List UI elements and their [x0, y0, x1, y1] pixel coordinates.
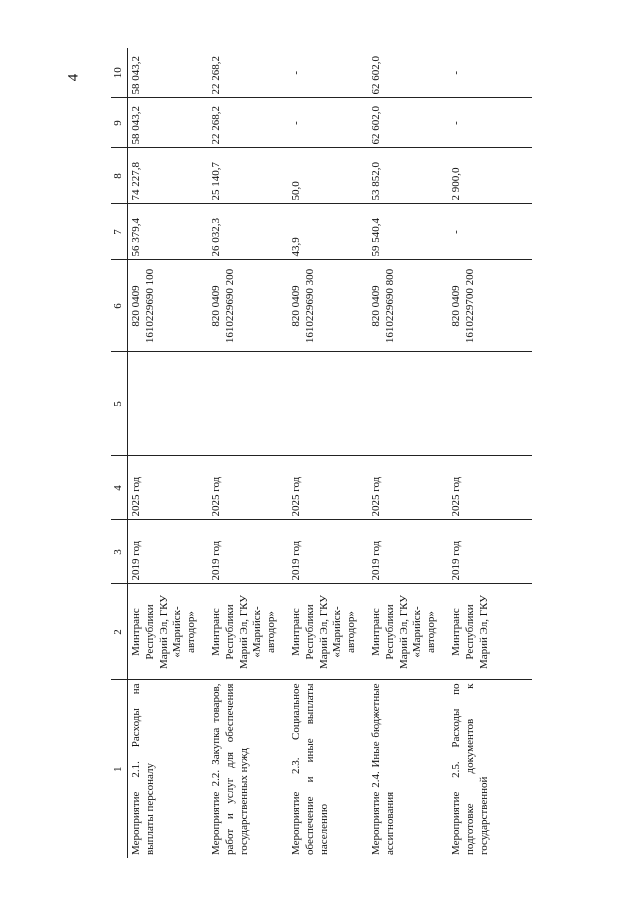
cell-value-7: 43,9	[288, 204, 368, 260]
cell-end-year: 2025 год	[368, 456, 448, 520]
cell-activity: Мероприятие 2.2. Закупка товаров, работ и услуг для обеспечения государственных нужд	[210, 683, 250, 855]
table-row	[208, 48, 288, 858]
cell-start-year: 2019 год	[448, 520, 532, 584]
cell-col5	[128, 352, 209, 456]
header-col-2: 2	[111, 584, 128, 680]
cell-value-7: -	[448, 204, 532, 260]
cell-value-10: 58 043,2	[128, 48, 209, 98]
table-row	[448, 48, 532, 858]
header-col-3: 3	[111, 520, 128, 584]
cell-start-year: 2019 год	[288, 520, 368, 584]
cell-value-8: 53 852,0	[368, 148, 448, 204]
cell-start-year: 2019 год	[368, 520, 448, 584]
cell-value-9: 62 602,0	[368, 98, 448, 148]
cell-executor: Минтранс Республики Марий Эл, ГКУ	[448, 584, 532, 680]
cell-value-8: 74 227,8	[128, 148, 209, 204]
cell-executor: Минтранс Республики Марий Эл, ГКУ «Марийск-автодор»	[128, 584, 209, 680]
table-row	[128, 48, 209, 858]
header-col-10: 10	[111, 48, 128, 98]
cell-executor: Минтранс Республики Марий Эл, ГКУ «Марийск-автодор»	[368, 584, 448, 680]
cell-end-year: 2025 год	[448, 456, 532, 520]
cell-col5	[208, 352, 288, 456]
cell-activity: Мероприятие 2.3. Социальное обеспечение и иные выплаты населению	[290, 683, 330, 855]
header-col-6: 6	[111, 260, 128, 352]
cell-col5	[288, 352, 368, 456]
cell-value-8: 50,0	[288, 148, 368, 204]
header-col-5: 5	[111, 352, 128, 456]
page-number: 4	[65, 73, 82, 82]
cell-start-year: 2019 год	[208, 520, 288, 584]
cell-end-year: 2025 год	[208, 456, 288, 520]
cell-value-7: 59 540,4	[368, 204, 448, 260]
cell-value-8: 25 140,7	[208, 148, 288, 204]
cell-value-7: 56 379,4	[128, 204, 209, 260]
cell-executor: Минтранс Республики Марий Эл, ГКУ «Марийск-автодор»	[288, 584, 368, 680]
cell-value-9: -	[448, 98, 532, 148]
header-col-9: 9	[111, 98, 128, 148]
table-row	[288, 48, 368, 858]
cell-activity: Мероприятие 2.4. Иные бюджетные ассигнования	[370, 683, 396, 855]
cell-value-10: -	[448, 48, 532, 98]
header-col-4: 4	[111, 456, 128, 520]
cell-budget-code: 820 0409 1610229700 200	[448, 260, 532, 352]
header-col-8: 8	[111, 148, 128, 204]
cell-col5	[448, 352, 532, 456]
cell-value-9: -	[288, 98, 368, 148]
cell-value-10: -	[288, 48, 368, 98]
cell-start-year: 2019 год	[128, 520, 209, 584]
cell-activity: Мероприятие 2.1. Расходы на выплаты персоналу	[130, 683, 156, 855]
cell-end-year: 2025 год	[128, 456, 209, 520]
cell-value-8: 2 900,0	[448, 148, 532, 204]
cell-value-10: 62 602,0	[368, 48, 448, 98]
budget-table	[111, 48, 532, 858]
cell-value-10: 22 268,2	[208, 48, 288, 98]
cell-budget-code: 820 0409 1610229690 300	[288, 260, 368, 352]
cell-value-9: 22 268,2	[208, 98, 288, 148]
cell-value-9: 58 043,2	[128, 98, 209, 148]
header-col-1: 1	[111, 680, 128, 858]
cell-budget-code: 820 0409 1610229690 100	[128, 260, 209, 352]
cell-executor: Минтранс Республики Марий Эл, ГКУ «Марийск-автодор»	[208, 584, 288, 680]
cell-activity: Мероприятие 2.5. Расходы по подготовке документов к государственной	[450, 683, 490, 855]
cell-budget-code: 820 0409 1610229690 200	[208, 260, 288, 352]
header-col-7: 7	[111, 204, 128, 260]
cell-value-7: 26 032,3	[208, 204, 288, 260]
cell-budget-code: 820 0409 1610229690 800	[368, 260, 448, 352]
header-row	[111, 48, 128, 858]
table-row	[368, 48, 448, 858]
cell-col5	[368, 352, 448, 456]
cell-end-year: 2025 год	[288, 456, 368, 520]
rotated-table-container	[111, 48, 525, 858]
